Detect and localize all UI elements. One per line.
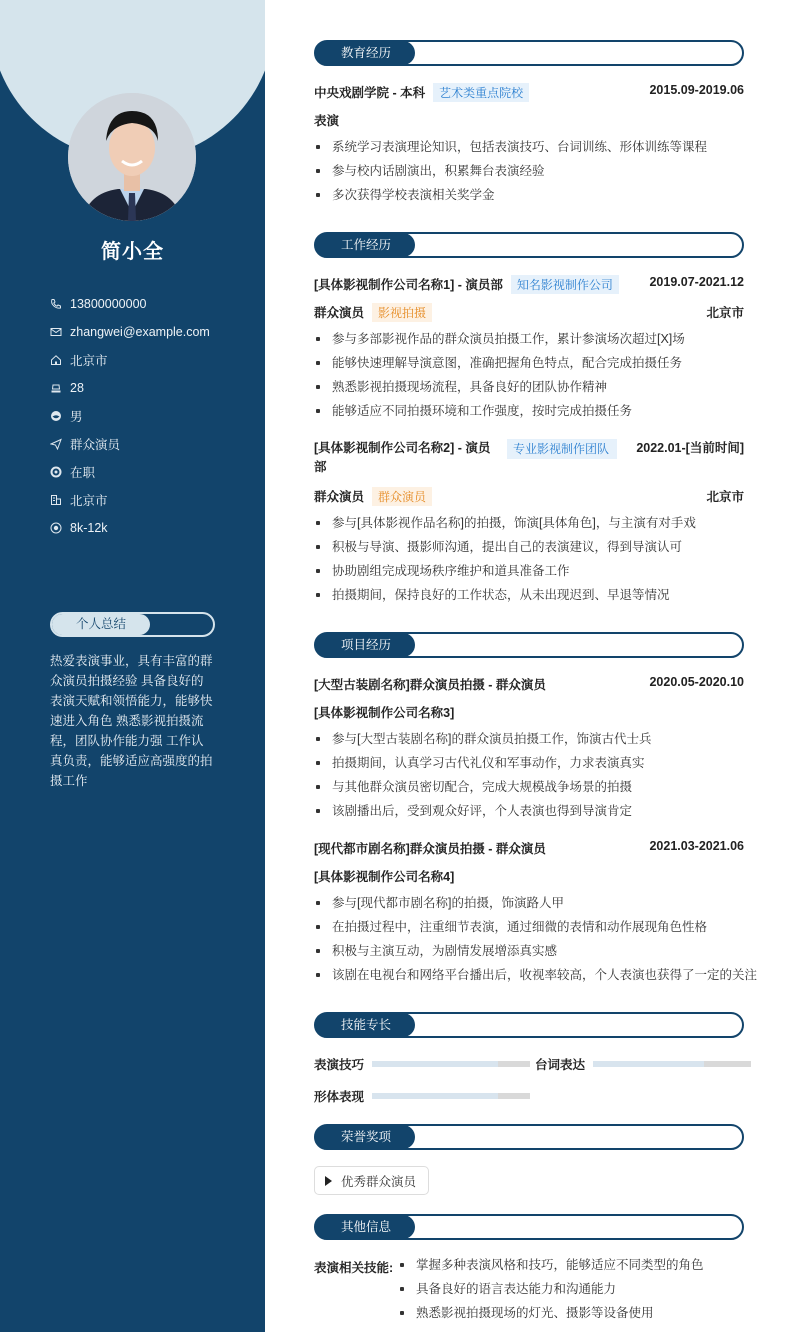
list-item: 掌握多种表演风格和技巧，能够适应不同类型的角色	[398, 1253, 794, 1277]
job-role-tag: 群众演员	[372, 487, 432, 506]
major: 表演	[314, 114, 340, 128]
other-bullets	[398, 1253, 794, 1325]
candidate-name: 简小全	[101, 241, 164, 263]
awards-section-title: 荣誉奖项	[314, 1124, 744, 1150]
job-company-tag: 知名影视制作公司	[511, 275, 619, 294]
job-date: 2022.01-[当前时间]	[636, 441, 744, 455]
skill-item: 表演技巧	[314, 1055, 530, 1073]
list-item: 拍摄期间，认真学习古代礼仪和军事动作，力求表演真实	[314, 751, 754, 775]
job-company-tag: 专业影视制作团队	[507, 439, 617, 459]
summary-text: 热爱表演事业，具有丰富的群众演员拍摄经验 具备良好的表演天赋和领悟能力，能够快速进入角色 熟悉影视拍摄流程，团队协作能力强 工作认真负责，能够适应高强度的拍摄工作	[50, 654, 213, 788]
list-item: 参与[具体影视作品名称]的拍摄，饰演[具体角色]，与主演有对手戏	[314, 511, 754, 535]
job-2-bullets	[314, 511, 754, 607]
contact-address: 北京市	[50, 346, 210, 374]
job-location: 北京市	[706, 490, 744, 504]
job-company: [具体影视制作公司名称2] - 演员部	[314, 441, 491, 474]
other-section-title: 其他信息	[314, 1214, 744, 1240]
other-label: 表演相关技能:	[314, 1261, 394, 1275]
building-icon	[50, 494, 62, 506]
list-item: 多次获得学校表演相关奖学金	[314, 183, 754, 207]
phone-icon	[50, 298, 62, 310]
job-role: 群众演员	[314, 306, 365, 320]
contact-city: 北京市	[50, 486, 210, 514]
projects-section-title: 项目经历	[314, 632, 744, 658]
status-icon	[50, 466, 62, 478]
project-date: 2021.03-2021.06	[649, 839, 744, 853]
education-header	[314, 83, 744, 102]
project-name: [现代都市剧名称]群众演员拍摄 - 群众演员	[314, 842, 546, 856]
list-item: 参与[现代都市剧名称]的拍摄，饰演路人甲	[314, 891, 754, 915]
skill-item: 形体表现	[314, 1087, 530, 1105]
job-role-tag: 影视拍摄	[372, 303, 432, 322]
job-2-header	[314, 439, 744, 477]
list-item: 积极与主演互动，为剧情发展增添真实感	[314, 939, 754, 963]
project-1-company-row	[314, 703, 744, 721]
triangle-right-icon	[325, 1176, 332, 1186]
job-role: 群众演员	[314, 490, 365, 504]
age-icon	[50, 382, 62, 394]
education-major-row	[314, 111, 744, 129]
job-company: [具体影视制作公司名称1] - 演员部	[314, 278, 503, 292]
home-icon	[50, 354, 62, 366]
list-item: 能够快速理解导演意图，准确把握角色特点，配合完成拍摄任务	[314, 351, 754, 375]
skill-item: 台词表达	[535, 1055, 751, 1073]
salary-icon	[50, 522, 62, 534]
contact-age: 28	[50, 374, 210, 402]
project-company: [具体影视制作公司名称3]	[314, 706, 455, 720]
list-item: 能够适应不同拍摄环境和工作强度，按时完成拍摄任务	[314, 399, 754, 423]
list-item: 协助剧组完成现场秩序维护和道具准备工作	[314, 559, 754, 583]
job-date: 2019.07-2021.12	[649, 275, 744, 289]
job-1-role-row	[314, 303, 744, 322]
project-date: 2020.05-2020.10	[649, 675, 744, 689]
job-1-header	[314, 275, 744, 294]
list-item: 熟悉影视拍摄现场流程，具备良好的团队协作精神	[314, 375, 754, 399]
skill-bar	[593, 1061, 751, 1067]
contact-status: 在职	[50, 458, 210, 486]
contact-list	[50, 290, 210, 542]
gender-icon	[50, 410, 62, 422]
skill-bar	[372, 1093, 530, 1099]
education-date: 2015.09-2019.06	[649, 83, 744, 97]
summary-section	[50, 612, 215, 791]
list-item: 该剧播出后，受到观众好评，个人表演也得到导演肯定	[314, 799, 754, 823]
contact-phone: 13800000000	[50, 290, 210, 318]
list-item: 参与校内话剧演出，积累舞台表演经验	[314, 159, 754, 183]
list-item: 该剧在电视台和网络平台播出后，收视率较高，个人表演也获得了一定的关注	[314, 963, 754, 987]
list-item: 参与多部影视作品的群众演员拍摄工作，累计参演场次超过[X]场	[314, 327, 754, 351]
summary-title-bar	[50, 612, 215, 637]
award-item[interactable]: 优秀群众演员	[314, 1166, 429, 1195]
job-1-bullets	[314, 327, 754, 423]
job-location: 北京市	[706, 306, 744, 320]
skill-bar	[372, 1061, 530, 1067]
send-icon	[50, 438, 62, 450]
education-section-title: 教育经历	[314, 40, 744, 66]
project-company: [具体影视制作公司名称4]	[314, 870, 455, 884]
skill-bar-fill	[593, 1061, 704, 1067]
skill-bar-fill	[372, 1061, 498, 1067]
school-name: 中央戏剧学院 - 本科	[314, 86, 426, 100]
summary-title: 个人总结	[52, 614, 150, 635]
list-item: 在拍摄过程中，注重细节表演，通过细微的表情和动作展现角色性格	[314, 915, 754, 939]
sidebar	[0, 0, 265, 1332]
project-1-bullets	[314, 727, 754, 823]
list-item: 积极与导演、摄影师沟通，提出自己的表演建议，得到导演认可	[314, 535, 754, 559]
list-item: 与其他群众演员密切配合，完成大规模战争场景的拍摄	[314, 775, 754, 799]
list-item: 熟悉影视拍摄现场的灯光、摄影等设备使用	[398, 1301, 794, 1325]
list-item: 参与[大型古装剧名称]的群众演员拍摄工作，饰演古代士兵	[314, 727, 754, 751]
list-item: 拍摄期间，保持良好的工作状态，从未出现迟到、早退等情况	[314, 583, 754, 607]
project-2-header	[314, 839, 744, 857]
project-2-bullets	[314, 891, 758, 987]
list-item: 具备良好的语言表达能力和沟通能力	[398, 1277, 794, 1301]
project-2-company-row	[314, 867, 744, 885]
contact-gender: 男	[50, 402, 210, 430]
project-name: [大型古装剧名称]群众演员拍摄 - 群众演员	[314, 678, 546, 692]
project-1-header	[314, 675, 744, 693]
contact-email: zhangwei@example.com	[50, 318, 210, 346]
list-item: 系统学习表演理论知识，包括表演技巧、台词训练、形体训练等课程	[314, 135, 754, 159]
mail-icon	[50, 326, 62, 338]
contact-salary: 8k-12k	[50, 514, 210, 542]
contact-position: 群众演员	[50, 430, 210, 458]
work-section-title: 工作经历	[314, 232, 744, 258]
avatar	[68, 93, 196, 221]
skill-bar-fill	[372, 1093, 498, 1099]
job-2-role-row	[314, 487, 744, 506]
education-bullets	[314, 135, 754, 207]
skills-section-title: 技能专长	[314, 1012, 744, 1038]
school-tag: 艺术类重点院校	[433, 83, 529, 102]
